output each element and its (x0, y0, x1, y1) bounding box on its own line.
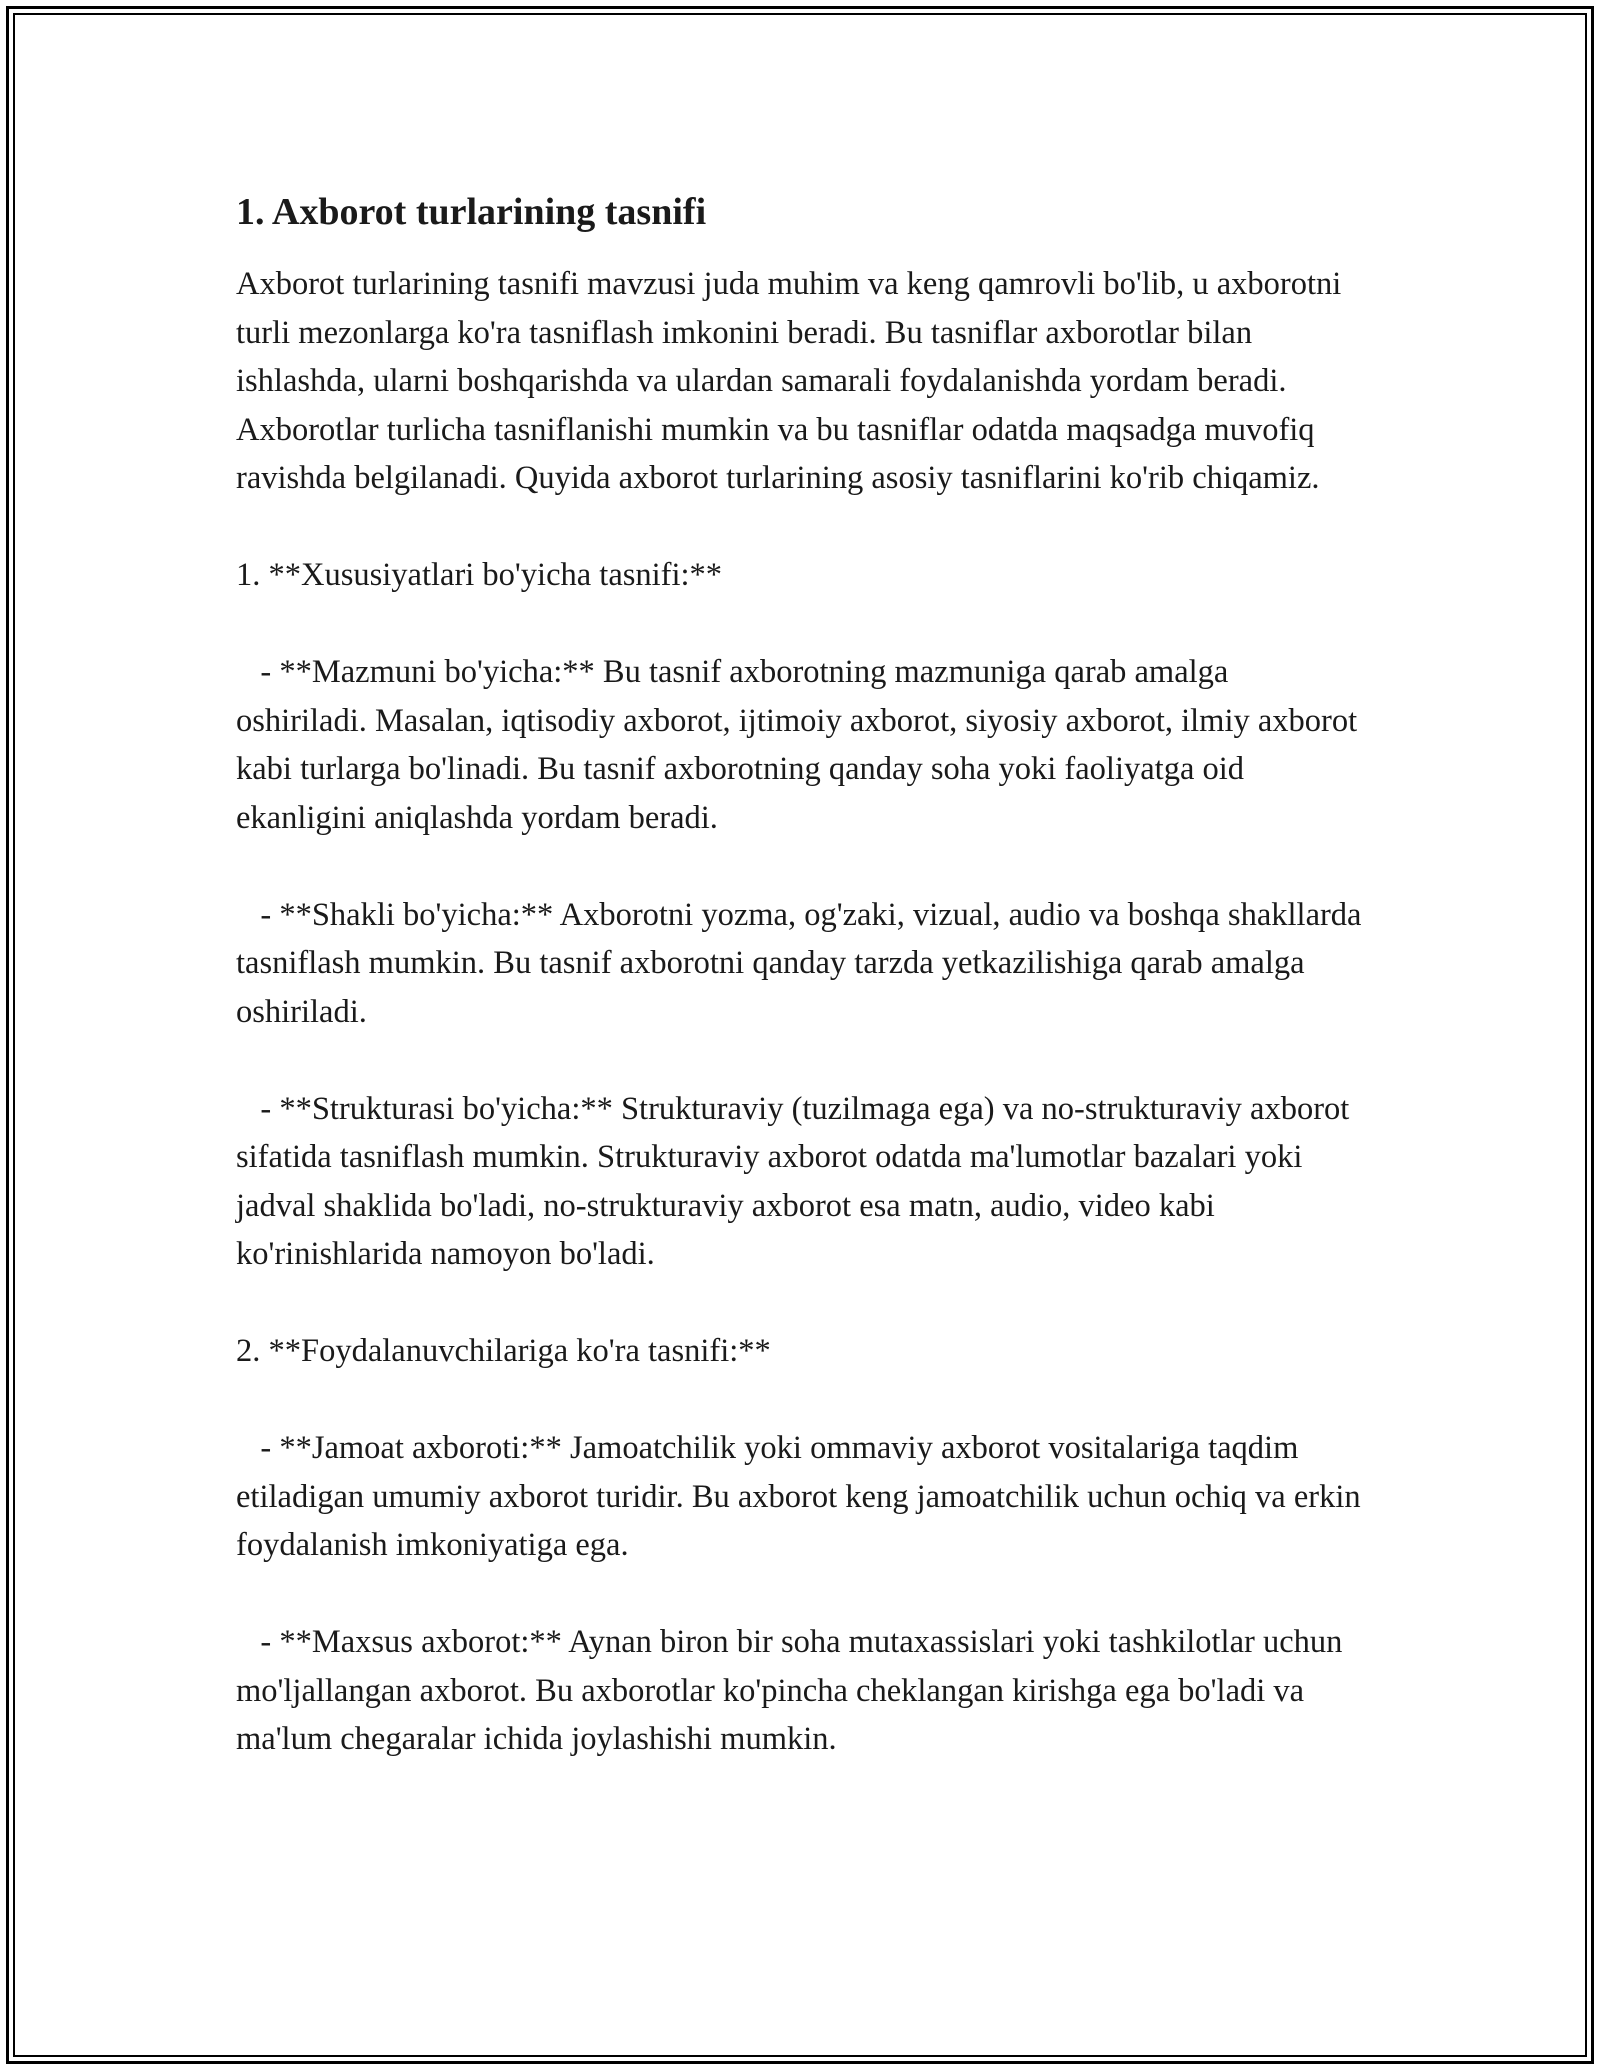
list-item-jamoat: - **Jamoat axboroti:** Jamoatchilik yoki ommaviy axborot vositalariga taqdim etiladigan umumiy axborot turidir. Bu axborot keng jamoatchilik uchun ochiq va erkin foydalanish imkoniyatiga ega. (236, 1430, 1369, 1563)
list-item-shakli: - **Shakli bo'yicha:** Axborotni yozma, og'zaki, vizual, audio va boshqa shakllarda tasniflash mumkin. Bu tasnif axborotni qanday tarzda yetkazilishiga qarab amalga oshiriladi. (236, 896, 1370, 1030)
document-body (236, 186, 1370, 1812)
section-heading-2: 2. **Foydalanuvchilariga ko'ra tasnifi:** (236, 1333, 771, 1369)
document-title: 1. Axborot turlarining tasnifi (236, 191, 707, 233)
intro-paragraph: Axborot turlarining tasnifi mavzusi juda muhim va keng qamrovli bo'lib, u axborotni turli mezonlarga ko'ra tasniflash imkonini beradi. Bu tasniflar axborotlar bilan ishlashda, ularni boshqarishda va ulardan samarali foydalanishda yordam beradi. Axborotlar turlicha tasniflanishi mumkin va bu tasniflar odatda maqsadga muvofiq ravishda belgilanadi. Quyida axborot turlarining asosiy tasniflarini ko'rib chiqamiz. (236, 266, 1350, 496)
list-item-strukturasi: - **Strukturasi bo'yicha:** Strukturaviy (tuzilmaga ega) va no-strukturaviy axborot sifatida tasniflash mumkin. Strukturaviy axborot odatda ma'lumotlar bazalari yoki jadval shaklida bo'ladi, no-strukturaviy axborot esa matn, audio, video kabi ko'rinishlarida namoyon bo'ladi. (236, 1090, 1358, 1272)
section-heading-1: 1. **Xususiyatlari bo'yicha tasnifi:** (236, 557, 723, 593)
list-item-maxsus: - **Maxsus axborot:** Aynan biron bir soha mutaxassislari yoki tashkilotlar uchun mo'ljallangan axborot. Bu axborotlar ko'pincha cheklangan kirishga ega bo'ladi va ma'lum chegaralar ichida joylashishi mumkin. (236, 1624, 1351, 1757)
list-item-mazmuni: - **Mazmuni bo'yicha:** Bu tasnif axborotning mazmuniga qarab amalga oshiriladi. Masalan, iqtisodiy axborot, ijtimoiy axborot, siyosiy axborot, ilmiy axborot kabi turlarga bo'linadi. Bu tasnif axborotning qanday soha yoki faoliyatga oid ekanligini aniqlashda yordam beradi. (236, 654, 1366, 836)
